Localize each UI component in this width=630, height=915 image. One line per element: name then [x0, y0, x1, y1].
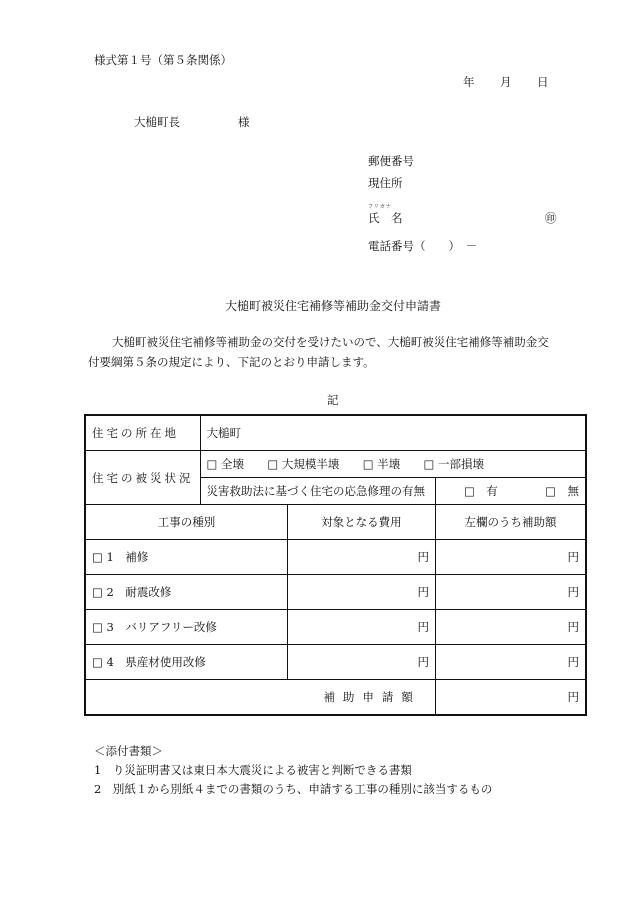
- work-type-checkbox[interactable]: □ 3 バリアフリー改修: [85, 610, 287, 645]
- attachment-item-1: 1 り災証明書又は東日本大震災による被害と判断できる書類: [94, 763, 412, 777]
- table-row: [85, 645, 586, 680]
- emergency-no-checkbox[interactable]: □ 無: [545, 484, 579, 498]
- work-type-checkbox[interactable]: □ 4 県産材使用改修: [85, 645, 287, 680]
- table-row: [85, 610, 586, 645]
- subsidy-cell[interactable]: 円: [435, 610, 586, 645]
- damage-options: [200, 451, 586, 478]
- damage-option-total[interactable]: □ 全壊: [206, 457, 245, 471]
- attachments-heading: ＜添付書類＞: [94, 744, 163, 758]
- addressee: 大槌町長: [134, 115, 180, 129]
- attachment-item-2: 2 別紙１から別紙４までの書類のうち、申請する工事の種別に該当するもの: [94, 782, 493, 796]
- header-work-type: 工事の種別: [85, 505, 287, 540]
- name-label: 氏 名: [368, 211, 403, 225]
- ki-mark: 記: [327, 393, 339, 407]
- header-subsidy: 左欄のうち補助額: [435, 505, 586, 540]
- target-cost-cell[interactable]: 円: [287, 645, 435, 680]
- emergency-yes-checkbox[interactable]: □ 有: [463, 484, 498, 498]
- damage-option-partial[interactable]: □ 一部損壊: [423, 457, 485, 471]
- phone-label: 電話番号（ ） －: [368, 239, 478, 253]
- furigana-label: フリガナ: [368, 204, 392, 210]
- statement-line-2: 付要綱第５条の規定により、下記のとおり申請します。: [88, 355, 375, 369]
- date-day: 日: [537, 75, 549, 89]
- subsidy-cell[interactable]: 円: [435, 540, 586, 575]
- damage-label: 住宅の被災状況: [85, 451, 200, 505]
- work-type-checkbox[interactable]: □ 1 補修: [85, 540, 287, 575]
- postal-code-label: 郵便番号: [368, 154, 414, 168]
- emergency-repair-choice: [435, 478, 586, 505]
- location-value[interactable]: 大槌町: [200, 415, 586, 451]
- honorific: 様: [238, 115, 250, 129]
- seal-mark: ㊞: [545, 211, 557, 225]
- date-month: 月: [500, 75, 512, 89]
- work-type-checkbox[interactable]: □ 2 耐震改修: [85, 575, 287, 610]
- header-target-cost: 対象となる費用: [287, 505, 435, 540]
- form-number: 様式第１号（第５条関係）: [94, 53, 232, 67]
- target-cost-cell[interactable]: 円: [287, 610, 435, 645]
- application-statement: [82, 332, 587, 372]
- subsidy-cell[interactable]: 円: [435, 575, 586, 610]
- attachments-section: [94, 742, 492, 799]
- subsidy-cell[interactable]: 円: [435, 645, 586, 680]
- emergency-repair-label: 災害救助法に基づく住宅の応急修理の有無: [200, 478, 435, 505]
- target-cost-cell[interactable]: 円: [287, 540, 435, 575]
- location-label: 住宅の所在地: [85, 415, 200, 451]
- table-row: [85, 540, 586, 575]
- damage-option-half[interactable]: □ 半壊: [362, 457, 401, 471]
- total-subsidy-cell[interactable]: 円: [435, 680, 586, 716]
- date-year: 年: [463, 75, 475, 89]
- application-form-table: [84, 414, 587, 716]
- address-label: 現住所: [368, 176, 403, 190]
- statement-line-1: 大槌町被災住宅補修等補助金の交付を受けたいので、大槌町被災住宅補修等補助金交: [112, 335, 549, 349]
- damage-option-large-half[interactable]: □ 大規模半壊: [267, 457, 340, 471]
- total-subsidy-label: 補助申請額: [85, 680, 435, 716]
- table-row: [85, 575, 586, 610]
- target-cost-cell[interactable]: 円: [287, 575, 435, 610]
- document-title: 大槌町被災住宅補修等補助金交付申請書: [225, 299, 442, 313]
